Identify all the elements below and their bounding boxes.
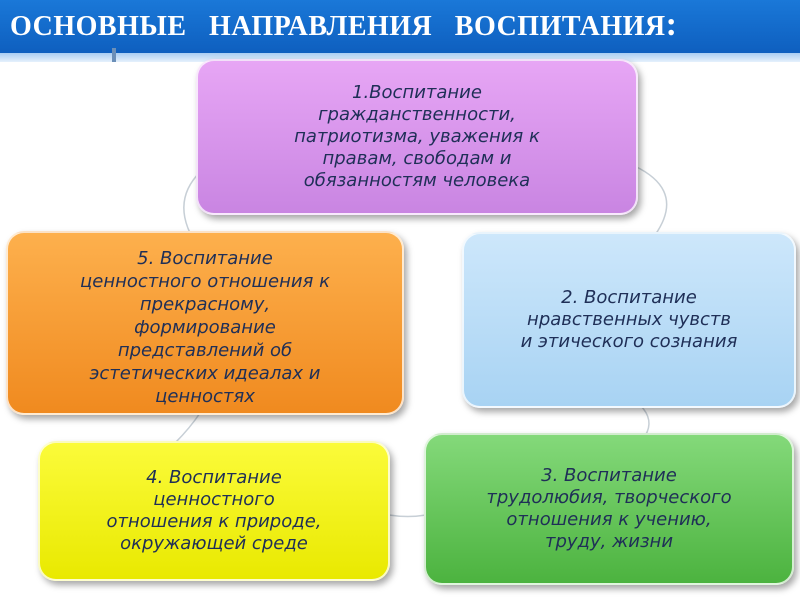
page-title-text: ОСНОВНЫЕ НАПРАВЛЕНИЯ ВОСПИТАНИЯ: [10, 11, 666, 42]
direction-3-text: 3. Воспитание трудолюбия, творческого отношения к учению, труду, жизни: [486, 465, 732, 552]
connector-3-4: [389, 515, 426, 517]
direction-1-text: 1.Воспитание гражданственности, патриотизма, уважения к правам, свободам и обязанностям человека: [294, 82, 540, 191]
direction-2-text: 2. Воспитание нравственных чувств и этического сознания: [520, 287, 738, 352]
direction-box-4: [38, 441, 390, 581]
direction-box-3: [424, 433, 794, 585]
connector-2-3: [640, 405, 649, 436]
direction-box-1: [196, 59, 638, 215]
direction-5-text: 5. Воспитание ценностного отношения к прекрасному, формирование представлений об эстетических идеалах и ценностях: [80, 247, 330, 407]
connector-4-5: [175, 413, 200, 443]
page-title-colon: :: [665, 6, 678, 43]
direction-4-text: 4. Воспитание ценностного отношения к природе, окружающей среде: [106, 467, 322, 554]
direction-box-2: [462, 232, 796, 408]
direction-box-5: [6, 231, 404, 415]
